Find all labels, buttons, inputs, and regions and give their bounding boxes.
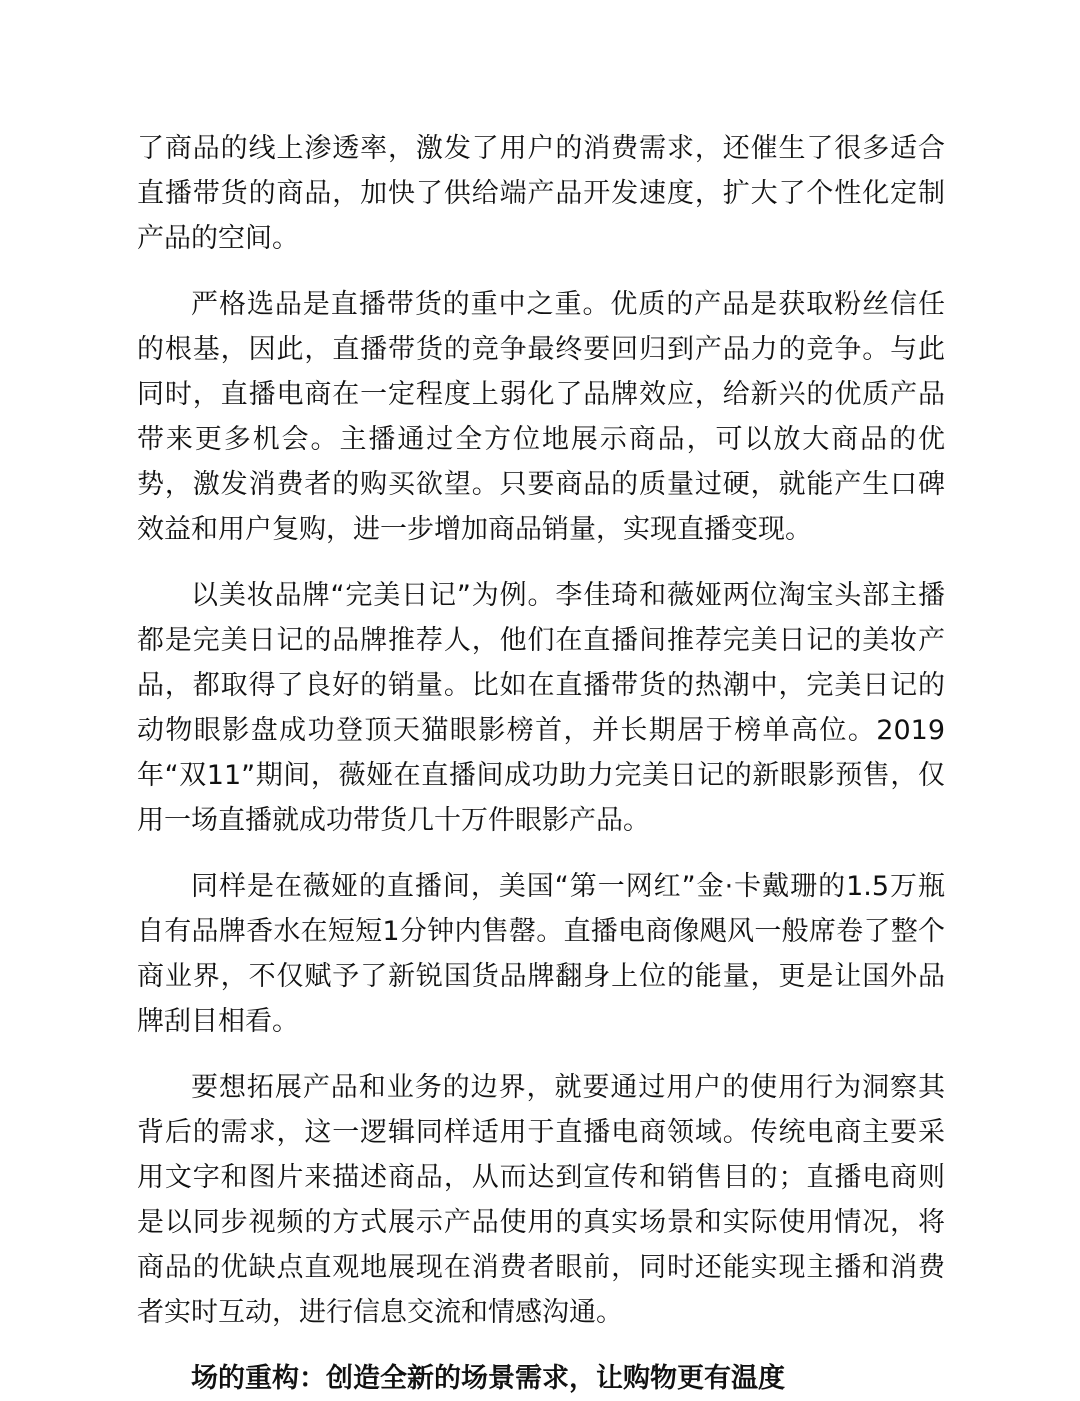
paragraph-kardashian-example: 同样是在薇娅的直播间，美国“第一网红”金·卡戴珊的1.5万瓶自有品牌香水在短短1分钟内售罄。直播电商像飓风一般席卷了整个商业界，不仅赋予了新锐国货品牌翻身上位的能量，更是让国外品牌刮目相看。: [137, 871, 945, 1037]
section-heading: 场的重构：创造全新的场景需求，让购物更有温度: [191, 1363, 785, 1394]
paragraph-perfect-diary-example: 以美妆品牌“完美日记”为例。李佳琦和薇娅两位淘宝头部主播都是完美日记的品牌推荐人，他们在直播间推荐完美日记的美妆产品，都取得了良好的销量。比如在直播带货的热潮中，完美日记的动物眼影盘成功登顶天猫眼影榜首，并长期居于榜单高位。2019年“双11”期间，薇娅在直播间成功助力完美日记的新眼影预售，仅用一场直播就成功带货几十万件眼影产品。: [137, 580, 945, 836]
document-page: [137, 126, 945, 1401]
paragraph-product-selection: 严格选品是直播带货的重中之重。优质的产品是获取粉丝信任的根基，因此，直播带货的竞争最终要回归到产品力的竞争。与此同时，直播电商在一定程度上弱化了品牌效应，给新兴的优质产品带来更多机会。主播通过全方位地展示商品，可以放大商品的优势，激发消费者的购买欲望。只要商品的质量过硬，就能产生口碑效益和用户复购，进一步增加商品销量，实现直播变现。: [137, 289, 945, 545]
paragraph-business-boundary: 要想拓展产品和业务的边界，就要通过用户的使用行为洞察其背后的需求，这一逻辑同样适用于直播电商领域。传统电商主要采用文字和图片来描述商品，从而达到宣传和销售目的；直播电商则是以同步视频的方式展示产品使用的真实场景和实际使用情况，将商品的优缺点直观地展现在消费者眼前，同时还能实现主播和消费者实时互动，进行信息交流和情感沟通。: [137, 1072, 945, 1328]
paragraph-continuation: 了商品的线上渗透率，激发了用户的消费需求，还催生了很多适合直播带货的商品，加快了供给端产品开发速度，扩大了个性化定制产品的空间。: [137, 133, 945, 254]
